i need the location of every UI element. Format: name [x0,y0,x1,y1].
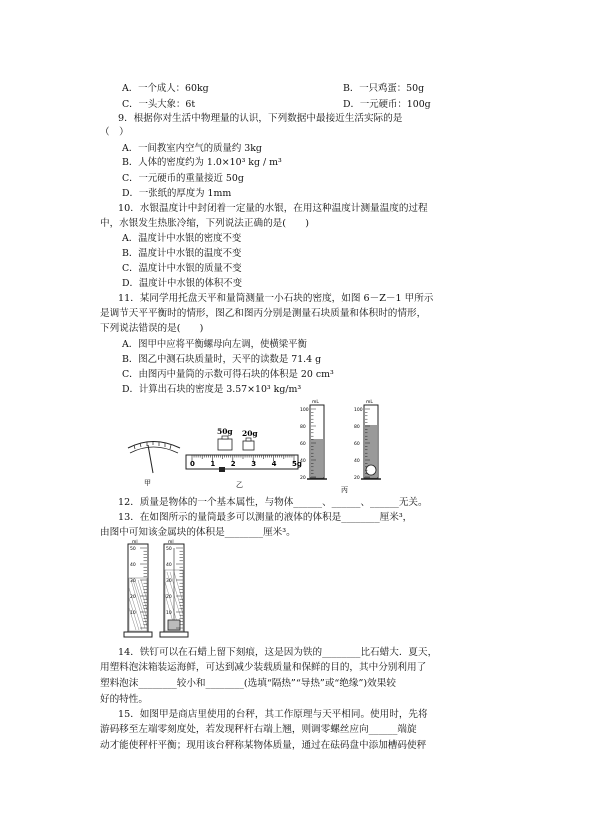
ruler-tick-label: 0 [190,460,195,468]
q15-line-1: 15．如图甲是商店里使用的台秤，其工作原理与天平相同。使用时，先将 [118,709,428,720]
q13-right-unit: ml [168,540,174,545]
q10-line-1: 10．水银温度计中封闭着一定量的水银，在用这种温度计测量温度的过程 [118,203,428,214]
cylinder-tick-label: 40 [354,459,360,464]
cylinder-tick-label: 20 [300,476,306,481]
label-bing: 丙 [341,486,348,494]
q10-option-d: D．温度计中水银的体积不变 [122,278,243,289]
q9-stem: 9．根据你对生活中物理量的认识，下列数据中最接近生活实际的是 [118,113,403,124]
q11-line-2: 是调节天平平衡时的情形，图乙和图丙分别是测量石块质量和体积时的情形， [100,308,427,319]
rider-scale-figure [186,455,298,472]
q13-left-unit: ml [132,540,138,545]
q8-option-d: D．一元硬币：100g [343,99,431,110]
ruler-tick-label: 1 [210,460,216,468]
q13-cylinder-tick-label: 40 [166,563,172,568]
q12-text: 12．质量是物体的一个基本属性，与物体______、______、______无关。 [118,497,428,508]
cylinder-left [307,405,327,479]
q10-line-2: 中，水银发生热胀冷缩，下列说法正确的是( ) [100,218,309,229]
cylinder-tick-label: 20 [354,476,360,481]
q13-cylinder-tick-label: 30 [166,579,172,584]
cylinder-right-unit: mL [366,400,373,405]
cylinder-tick-label: 40 [300,459,306,464]
cylinder-right [361,405,381,479]
balance-pointer [148,445,153,473]
q15-line-3: 动才能使秤杆平衡；现用该台秤称某物体质量，通过在砝码盘中添加槽码使秤 [100,740,427,751]
metal-block [168,620,180,630]
ruler-tick-label: 5g [292,460,302,468]
rider-marker [219,467,225,472]
q8-option-a: A．一个成人：60kg [122,83,209,94]
q13-cylinder-tick-label: 50 [166,547,172,552]
cylinder-tick-label: 60 [300,442,306,447]
q9-option-b: B．人体的密度约为 1.0×10³ kg / m³ [122,157,282,168]
q8-option-b: B．一只鸡蛋：50g [343,83,425,94]
label-jia: 甲 [144,479,151,487]
weights-figure [218,436,254,450]
q10-option-a: A．温度计中水银的密度不变 [122,233,242,244]
q9-option-d: D．一张纸的厚度为 1mm [122,188,232,199]
q13-figure [120,538,200,643]
q11-option-d: D．计算出石块的密度是 3.57×10³ kg/m³ [122,384,302,395]
q9-paren: （ ） [100,127,129,138]
q10-option-b: B．温度计中水银的温度不变 [122,248,242,259]
q14-line-4: 好的特性。 [100,694,148,705]
q11-option-c: C．由图丙中量筒的示数可得石块的体积是 20 cm³ [122,369,334,380]
q13-line-2: 由图中可知该金属块的体积是________厘米³。 [100,527,296,538]
label-yi: 乙 [236,481,243,489]
q13-cylinder-tick-label: 40 [130,563,136,568]
q13-cylinder-left [124,544,152,637]
q13-cylinder-tick-label: 30 [130,579,136,584]
q10-option-c: C．温度计中水银的质量不变 [122,263,242,274]
cylinder-tick-label: 80 [300,425,306,430]
q13-line-1: 13．在如图所示的量筒最多可以测量的液体的体积是________厘米³， [118,512,413,523]
q14-line-1: 14．铁钉可以在石蜡上留下刻痕，这是因为铁的________比石蜡大．夏天， [118,647,438,658]
cylinder-tick-label: 100 [300,408,309,413]
q14-line-2: 用塑料泡沫箱装运海鲜，可达到减少装载质量和保鲜的目的，其中分别利用了 [100,662,427,673]
ruler-tick-label: 4 [271,460,277,468]
q13-cylinder-tick-label: 10 [130,611,136,616]
q9-option-a: A．一间教室内空气的质量约 3kg [122,143,262,154]
q9-option-c: C．一元硬币的重量接近 50g [122,173,244,184]
q13-cylinder-tick-label: 10 [166,611,172,616]
q13-cylinder-tick-label: 20 [130,595,136,600]
cylinder-tick-label: 80 [354,425,360,430]
q11-line-3: 下列说法错误的是( ) [100,323,204,334]
q11-line-1: 11．某同学用托盘天平和量筒测量一小石块的密度，如图 6－Z－1 甲所示 [118,293,434,304]
q13-cylinder-tick-label: 20 [166,595,172,600]
cylinder-tick-label: 100 [354,408,363,413]
q13-cylinder-right [160,544,188,637]
weight-label-20g: 20g [242,429,258,438]
q14-line-3: 塑料泡沫________较小和________(选填“隔热”“导热”或“绝缘”)效果较 [100,678,396,689]
cylinder-left-unit: mL [312,400,319,405]
q8-option-c: C．一头大象：6t [122,99,196,110]
ruler-tick-label: 2 [230,460,236,468]
ruler-tick-label: 3 [251,460,257,468]
q11-option-b: B．图乙中测石块质量时，天平的读数是 71.4 g [122,354,322,365]
q11-figure [118,395,408,495]
q13-cylinder-tick-label: 50 [130,547,136,552]
q15-line-2: 游码移至左端零刻度处，若发现秤杆右端上翘，则调零螺丝应向______端旋 [100,724,417,735]
q11-option-a: A．图甲中应将平衡螺母向左调，使横梁平衡 [122,339,307,350]
balance-dial-figure [128,441,180,473]
cylinder-tick-label: 60 [354,442,360,447]
weight-label-50g: 50g [217,427,233,436]
